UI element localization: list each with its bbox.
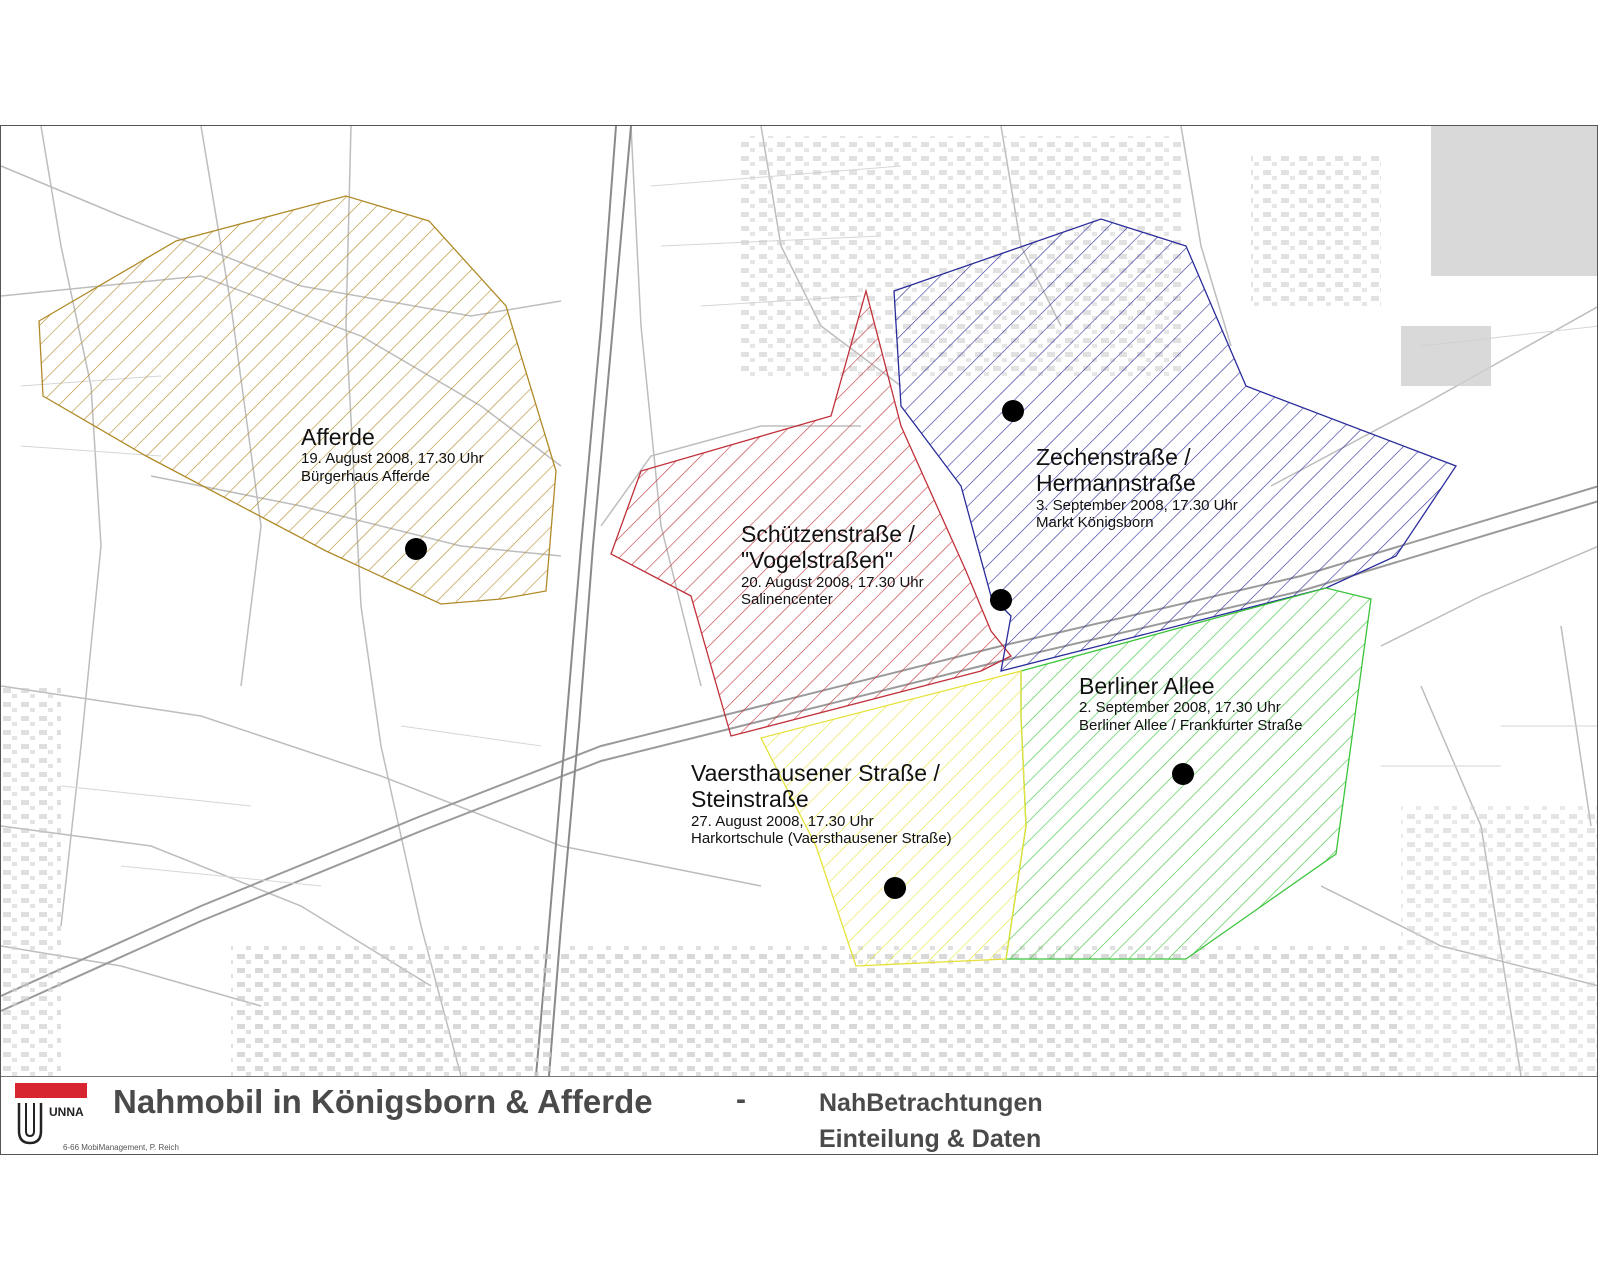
- main-title: Nahmobil in Königsborn & Afferde: [113, 1083, 653, 1120]
- label-schuetzen-title: Schützenstraße /: [741, 521, 915, 547]
- zone-afferde: [39, 196, 556, 604]
- label-zechen-date: 3. September 2008, 17.30 Uhr: [1036, 496, 1238, 514]
- label-vaerst-date: 27. August 2008, 17.30 Uhr: [691, 812, 874, 830]
- subtitle-2: Einteilung & Daten: [819, 1125, 1042, 1153]
- label-afferde: [301, 424, 484, 485]
- motorway: [536, 126, 631, 1076]
- label-vaerst-title2: Steinstraße: [691, 786, 809, 813]
- label-afferde-title: Afferde: [301, 424, 375, 450]
- credit-line: 6-66 MobiManagement, P. Reich: [63, 1143, 179, 1152]
- label-vaerst-title: Vaersthausener Straße /: [691, 760, 940, 786]
- title-separator: -: [736, 1083, 746, 1116]
- label-afferde-place: Bürgerhaus Afferde: [301, 467, 430, 485]
- label-zechen: [1036, 444, 1238, 531]
- label-vaerst-place: Harkortschule (Vaersthausener Straße): [691, 830, 952, 848]
- label-berliner: [1079, 673, 1302, 734]
- map-frame: [0, 125, 1598, 1155]
- meeting-point-vaerst: [884, 877, 906, 899]
- label-zechen-place: Markt Königsborn: [1036, 514, 1154, 532]
- label-berliner-date: 2. September 2008, 17.30 Uhr: [1079, 699, 1281, 717]
- unna-logo-icon: [15, 1101, 45, 1145]
- logo-red-bar: [15, 1083, 87, 1098]
- meeting-point-zechen: [1002, 400, 1024, 422]
- label-berliner-place: Berliner Allee / Frankfurter Straße: [1079, 716, 1303, 734]
- meeting-point-berliner: [1172, 763, 1194, 785]
- subtitle-1: NahBetrachtungen: [819, 1089, 1043, 1117]
- logo-text: UNNA: [49, 1105, 84, 1119]
- meeting-point-afferde: [405, 538, 427, 560]
- meeting-point-schuetzen: [990, 589, 1012, 611]
- label-berliner-title: Berliner Allee: [1079, 673, 1215, 699]
- label-zechen-title2: Hermannstraße: [1036, 470, 1196, 497]
- label-schuetzen-date: 20. August 2008, 17.30 Uhr: [741, 573, 924, 591]
- label-schuetzen-place: Salinencenter: [741, 591, 833, 609]
- label-schuetzen-title2: "Vogelstraßen": [741, 547, 893, 574]
- label-schuetzen: [741, 521, 924, 608]
- title-block: [1, 1076, 1598, 1155]
- label-zechen-title: Zechenstraße /: [1036, 444, 1191, 470]
- label-afferde-date: 19. August 2008, 17.30 Uhr: [301, 450, 484, 468]
- label-vaerst: [691, 760, 952, 847]
